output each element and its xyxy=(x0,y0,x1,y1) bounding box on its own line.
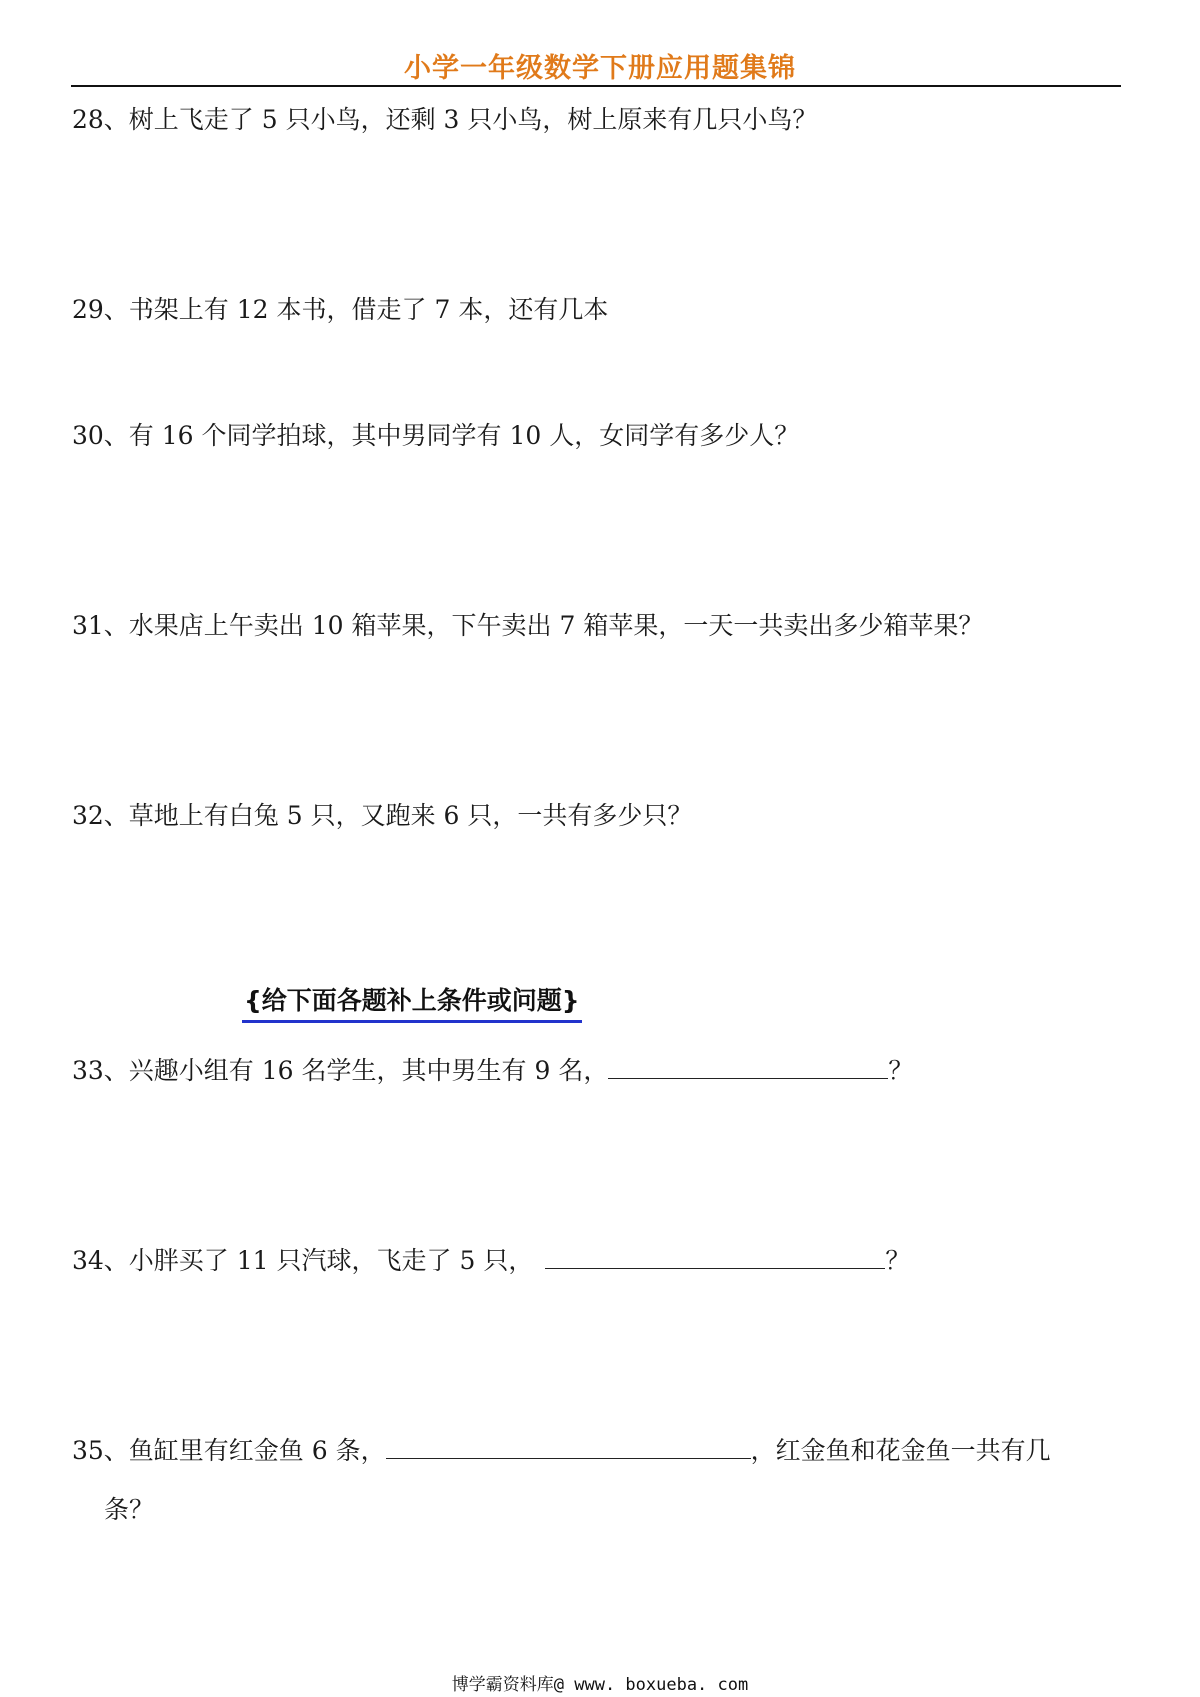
question-33 xyxy=(72,1052,913,1089)
question-33-answer-blank[interactable] xyxy=(608,1052,888,1079)
question-30: 30、有 16 个同学拍球，其中男同学有 10 人，女同学有多少人？ xyxy=(72,421,800,450)
question-34-text: 34、小胖买了 11 只汽球，飞走了 5 只， xyxy=(72,1246,534,1275)
question-29: 29、书架上有 12 本书，借走了 7 本，还有几本 xyxy=(72,295,609,324)
footer-source: 博学霸资料库@ www. boxueba. com xyxy=(451,1675,749,1695)
question-35-continuation: 条？ xyxy=(104,1495,155,1524)
question-35-text: 35、鱼缸里有红金鱼 6 条， xyxy=(72,1436,386,1465)
section-heading: {给下面各题补上条件或问题} xyxy=(242,984,582,1023)
question-33-text: 33、兴趣小组有 16 名学生，其中男生有 9 名， xyxy=(72,1056,609,1085)
question-35-answer-blank[interactable] xyxy=(386,1432,751,1459)
page-title: 小学一年级数学下册应用题集锦 xyxy=(404,53,796,84)
question-31: 31、水果店上午卖出 10 箱苹果，下午卖出 7 箱苹果，一天一共卖出多少箱苹果？ xyxy=(72,611,984,640)
header-divider xyxy=(71,85,1121,87)
question-35-end: ，红金鱼和花金鱼一共有几 xyxy=(750,1436,1051,1465)
question-34-end: ？ xyxy=(885,1246,911,1275)
question-28: 28、树上飞走了 5 只小鸟，还剩 3 只小鸟，树上原来有几只小鸟？ xyxy=(72,105,818,134)
question-34 xyxy=(72,1242,910,1279)
question-34-answer-blank[interactable] xyxy=(545,1242,885,1269)
question-32: 32、草地上有白兔 5 只，又跑来 6 只，一共有多少只？ xyxy=(72,801,693,830)
question-33-end: ？ xyxy=(888,1056,914,1085)
question-35 xyxy=(72,1432,1051,1469)
